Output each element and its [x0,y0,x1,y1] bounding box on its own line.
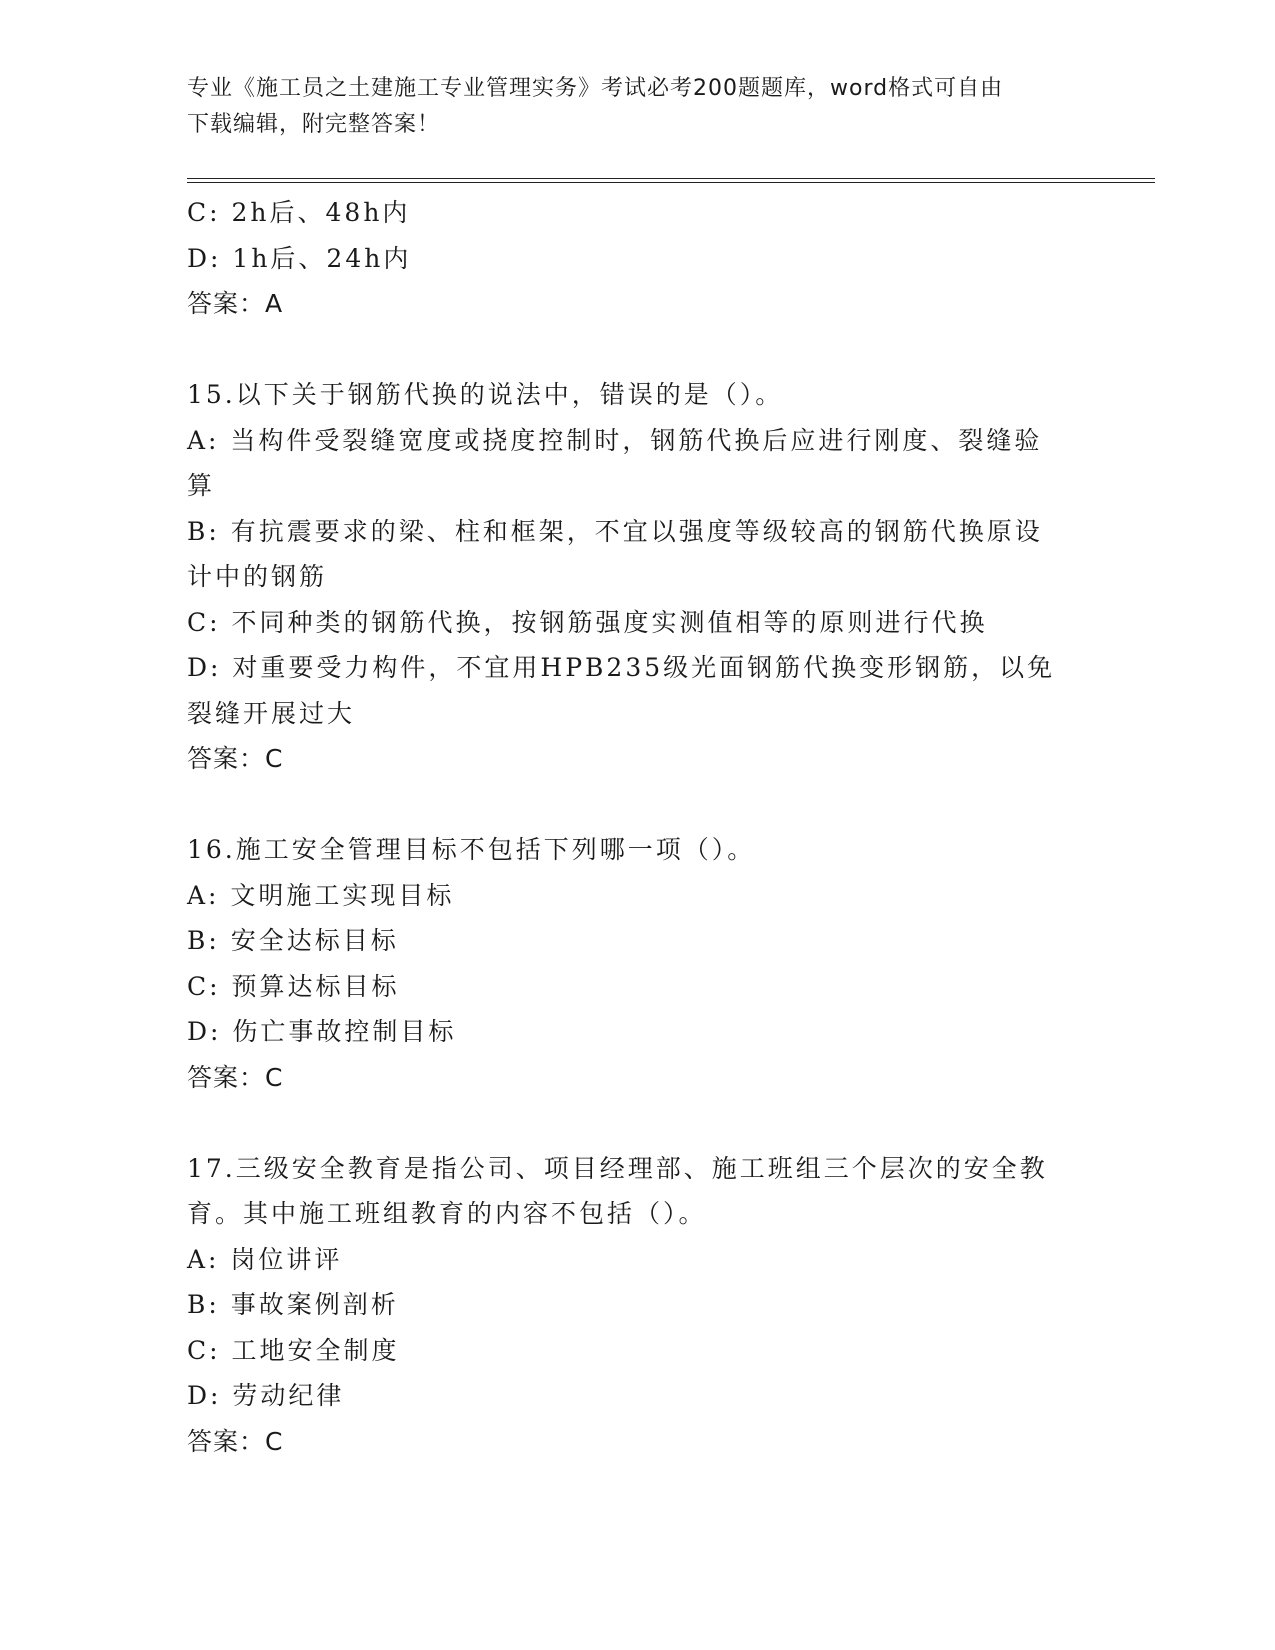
option-b-line-2: 计中的钢筋 [187,562,328,591]
option-c: C: 工地安全制度 [187,1335,400,1365]
answer: 答案：A [187,289,284,318]
option-d-line-2: 裂缝开展过大 [187,698,356,728]
header-line-1: 专业《施工员之土建施工专业管理实务》考试必考200题题库，word格式可自由 [187,76,1004,101]
document-page [187,0,1157,1650]
option-d-line-1: D: 对重要受力构件，不宜用HPB235级光面钢筋代换变形钢筋，以免 [187,653,1056,682]
option-a: A: 岗位讲评 [187,1244,343,1274]
option-d: D: 劳动纪律 [187,1381,345,1410]
option-a-line-1: A: 当构件受裂缝宽度或挠度控制时，钢筋代换后应进行刚度、裂缝验 [187,425,1043,455]
option-d: D: 伤亡事故控制目标 [187,1017,457,1046]
option-c: C: 2h后、48h内 [187,198,411,227]
question-stem-line-1: 17.三级安全教育是指公司、项目经理部、施工班组三个层次的安全教 [187,1153,1048,1183]
option-b-line-1: B: 有抗震要求的梁、柱和框架，不宜以强度等级较高的钢筋代换原设 [187,516,1043,546]
answer: 答案：C [187,744,284,773]
spacer [187,1100,1077,1146]
spacer [187,327,1077,373]
option-b: B: 安全达标目标 [187,926,399,955]
question-17 [187,1146,1077,1465]
option-a: A: 文明施工实现目标 [187,880,455,910]
question-list [187,190,1077,1464]
question-stem: 15.以下关于钢筋代换的说法中，错误的是（）。 [187,380,784,409]
header-line-2: 下载编辑，附完整答案！ [187,112,441,137]
answer: 答案：C [187,1426,284,1456]
document-header [187,71,1087,143]
answer: 答案：C [187,1062,284,1092]
question-15 [187,372,1077,782]
question-stem: 16.施工安全管理目标不包括下列哪一项（）。 [187,835,756,864]
option-b: B: 事故案例剖析 [187,1290,399,1319]
question-stem-line-2: 育。其中施工班组教育的内容不包括（）。 [187,1199,707,1228]
header-divider [187,178,1155,183]
option-a-line-2: 算 [187,471,216,500]
question-16 [187,827,1077,1100]
option-c: C: 预算达标目标 [187,971,400,1001]
question-14-tail [187,190,1077,327]
spacer [187,782,1077,828]
option-d: D: 1h后、24h内 [187,243,412,273]
option-c: C: 不同种类的钢筋代换，按钢筋强度实测值相等的原则进行代换 [187,607,988,637]
